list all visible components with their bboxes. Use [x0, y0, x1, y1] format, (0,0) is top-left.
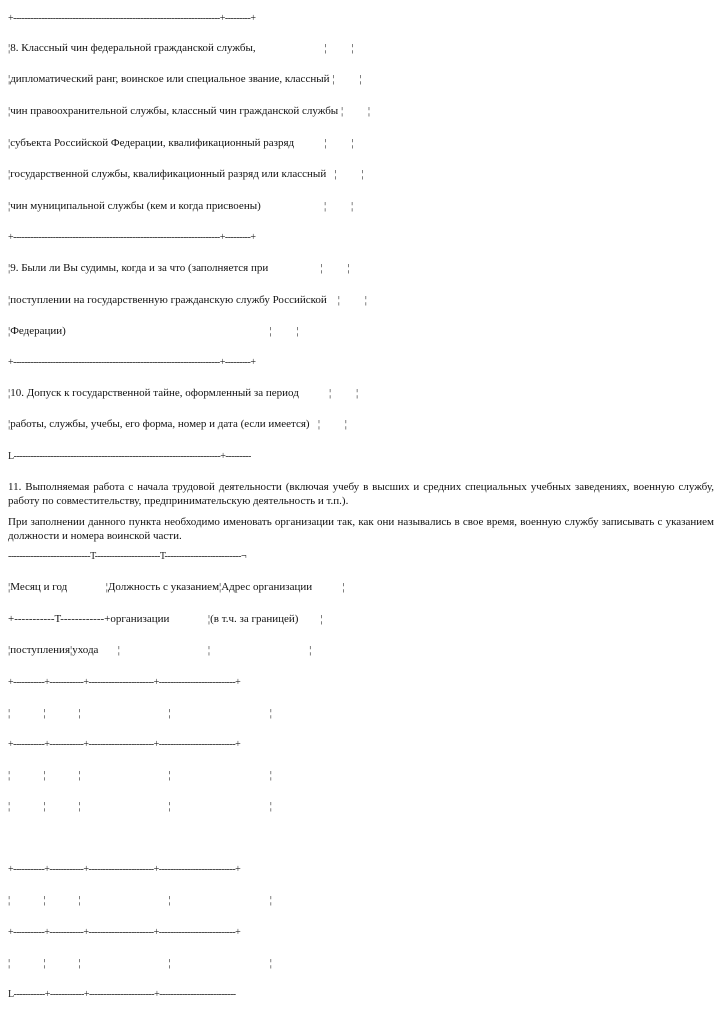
table-top-border: -----------------------------T-----------------------T---------------------------¬ — [8, 551, 247, 562]
table-row: ¦ ¦ ¦ ¦ ¦ — [8, 957, 273, 969]
q11-paragraph-1: 11. Выполняемая работа с начала трудовой деятельности (включая учебу в высших и средних специальных учебных заведениях, военную службу, работу по совместительству, предпринимательскую деятельность и т.п.). — [8, 481, 714, 507]
q8-line-6: ¦чин муниципальной службы (кем и когда присвоены) ¦ ¦ — [8, 200, 354, 212]
q8-line-3: ¦чин правоохранительной службы, классный чин гражданской службы ¦ ¦ — [8, 105, 371, 117]
table-row-separator: +-----------+------------+-----------------------+---------------------------+ — [8, 677, 241, 688]
table-row-separator: +-----------+------------+-----------------------+---------------------------+ — [8, 739, 241, 750]
table-header-row-1: ¦Месяц и год ¦Должность с указанием¦Адрес организации ¦ — [8, 581, 345, 593]
q11-paragraph-2: При заполнении данного пункта необходимо именовать организации так, как они назывались в свое время, военную службу записывать с указанием должности и номера воинской части. — [8, 516, 714, 542]
table-row: ¦ ¦ ¦ ¦ ¦ — [8, 707, 273, 719]
table-bottom-border: L-----------+------------+-----------------------+--------------------------- — [8, 989, 236, 1000]
table-row: ¦ ¦ ¦ ¦ ¦ — [8, 800, 273, 812]
q8-bottom-border: +-------------------------------------------------------------------------+---------+ — [8, 232, 256, 243]
table-row-separator: +-----------+------------+-----------------------+---------------------------+ — [8, 864, 241, 875]
q9-line-3: ¦Федерации) ¦ ¦ — [8, 325, 299, 337]
q8-line-1: ¦8. Классный чин федеральной гражданской службы, ¦ ¦ — [8, 42, 354, 54]
table-header-row-3: ¦поступления¦ухода ¦ ¦ ¦ — [8, 644, 312, 656]
table-row: ¦ ¦ ¦ ¦ ¦ — [8, 894, 273, 906]
q8-line-5: ¦государственной службы, квалификационный разряд или классный ¦ ¦ — [8, 168, 364, 180]
q8-top-border: +-------------------------------------------------------------------------+---------+ — [8, 13, 256, 24]
table-row: ¦ ¦ ¦ ¦ ¦ — [8, 769, 273, 781]
q9-line-1: ¦9. Были ли Вы судимы, когда и за что (заполняется при ¦ ¦ — [8, 262, 350, 274]
q8-line-4: ¦субъекта Российской Федерации, квалификационный разряд ¦ ¦ — [8, 137, 354, 149]
q10-bottom-border: L-------------------------------------------------------------------------+--------- — [8, 451, 251, 462]
q10-line-2: ¦работы, службы, учебы, его форма, номер и дата (если имеется) ¦ ¦ — [8, 418, 347, 430]
q9-line-2: ¦поступлении на государственную гражданскую службу Российской ¦ ¦ — [8, 294, 367, 306]
table-header-row-2: +-----------T------------+организации ¦(в т.ч. за границей) ¦ — [8, 613, 323, 625]
table-row-separator: +-----------+------------+-----------------------+---------------------------+ — [8, 927, 241, 938]
q9-bottom-border: +-------------------------------------------------------------------------+---------+ — [8, 357, 256, 368]
q10-line-1: ¦10. Допуск к государственной тайне, оформленный за период ¦ ¦ — [8, 387, 359, 399]
q8-line-2: ¦дипломатический ранг, воинское или специальное звание, классный ¦ ¦ — [8, 73, 362, 85]
